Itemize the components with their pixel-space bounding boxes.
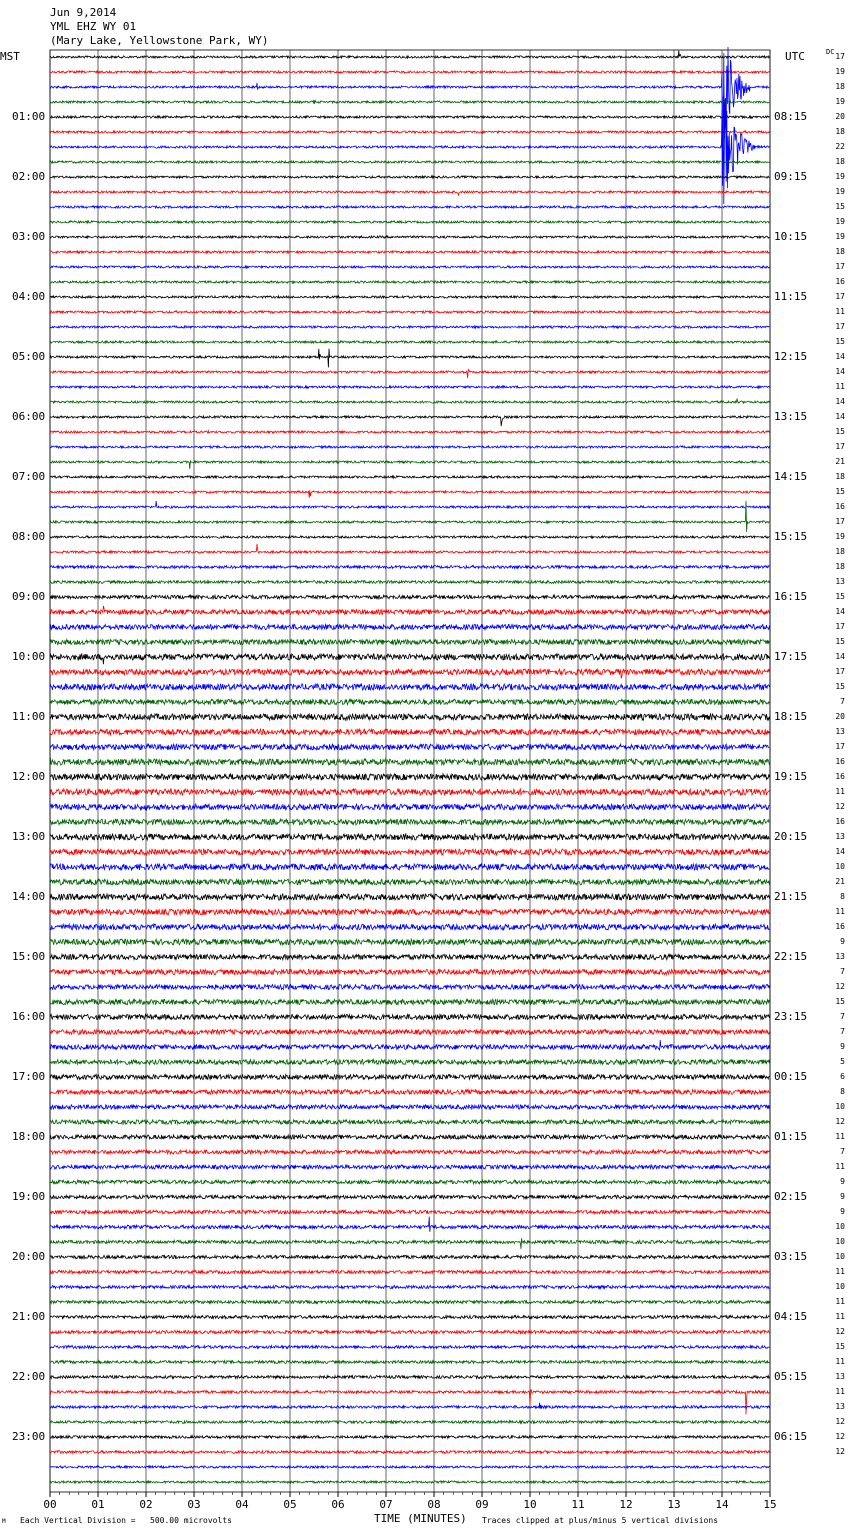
dc-offset-label: 14 (835, 352, 845, 361)
dc-offset-label: 15 (835, 202, 845, 211)
trace-line (50, 1195, 769, 1199)
trace-line (50, 544, 769, 553)
trace-line (50, 386, 769, 388)
x-tick-label: 05 (283, 1498, 297, 1511)
trace-line (50, 1135, 769, 1139)
right-timezone-label: UTC (785, 50, 805, 63)
trace-line (50, 281, 769, 283)
trace-line (50, 1316, 769, 1319)
dc-offset-label: 15 (835, 337, 845, 346)
trace-line (50, 999, 769, 1004)
trace-line (50, 431, 769, 433)
trace-line (50, 669, 769, 678)
dc-offset-label: 11 (835, 1297, 845, 1306)
x-tick-label: 08 (427, 1498, 441, 1511)
trace-line (50, 985, 769, 990)
mst-hour-label: 18:00 (12, 1130, 46, 1143)
trace-line (50, 1210, 769, 1214)
x-tick-label: 04 (235, 1498, 249, 1511)
dc-offset-label: 11 (835, 1162, 845, 1171)
mst-hour-label: 15:00 (12, 950, 46, 963)
utc-hour-label: 00:15 (774, 1070, 808, 1083)
dc-offset-label: 11 (835, 1387, 845, 1396)
dc-offset-label: 13 (835, 952, 845, 961)
trace-line (50, 699, 769, 704)
dc-offset-label: 20 (835, 712, 845, 721)
trace-line (50, 1403, 769, 1409)
trace-line (50, 1255, 769, 1258)
trace-line (50, 879, 769, 885)
trace-line (50, 1331, 769, 1334)
x-tick-label: 12 (619, 1498, 633, 1511)
utc-hour-label: 23:15 (774, 1010, 808, 1023)
dc-offset-label: 15 (835, 682, 845, 691)
dc-offset-label: 10 (835, 1282, 845, 1291)
utc-hour-label: 01:15 (774, 1130, 808, 1143)
station-label: YML EHZ WY 01 (50, 20, 137, 33)
minute-grid (50, 50, 770, 1492)
dc-offset-label: 14 (835, 397, 845, 406)
trace-line (50, 1451, 769, 1454)
trace-line (50, 1120, 769, 1124)
dc-offset-label: 13 (835, 832, 845, 841)
trace-line (50, 759, 769, 765)
trace-line (50, 71, 769, 73)
dc-offset-label: 6 (840, 1072, 845, 1081)
trace-line (50, 266, 769, 268)
trace-line (50, 1150, 769, 1154)
dc-offset-label: 15 (835, 997, 845, 1006)
trace-line (50, 1346, 769, 1349)
trace-line (50, 624, 769, 629)
utc-hour-label: 17:15 (774, 650, 808, 663)
trace-line (50, 116, 769, 118)
trace-line (50, 326, 769, 328)
trace-line (50, 176, 769, 178)
trace-line (50, 1286, 769, 1289)
mst-hour-label: 17:00 (12, 1070, 46, 1083)
dc-offset-label: 17 (835, 322, 845, 331)
trace-line (50, 311, 769, 313)
trace-line (50, 206, 769, 208)
utc-hour-label: 21:15 (774, 890, 808, 903)
trace-line (50, 236, 769, 238)
trace-line (50, 684, 769, 690)
trace-line (50, 399, 769, 404)
utc-hour-label: 04:15 (774, 1310, 808, 1323)
dc-offset-label: 7 (840, 1012, 845, 1021)
trace-line (50, 416, 769, 426)
dc-offset-label: 10 (835, 1102, 845, 1111)
trace-line (50, 461, 769, 469)
x-tick-label: 02 (139, 1498, 153, 1511)
x-tick-label: 06 (331, 1498, 345, 1511)
trace-line (50, 1466, 769, 1468)
x-tick-label: 01 (91, 1498, 105, 1511)
dc-offset-label: 17 (835, 667, 845, 676)
trace-line (50, 744, 769, 750)
dc-offset-label: 19 (835, 217, 845, 226)
mst-hour-label: 14:00 (12, 890, 46, 903)
utc-hour-label: 09:15 (774, 170, 808, 183)
trace-line (50, 341, 769, 343)
trace-line (50, 100, 769, 104)
trace-line (50, 1376, 769, 1379)
dc-offset-label: 12 (835, 982, 845, 991)
dc-offset-label: 21 (835, 877, 845, 886)
utc-hour-label: 22:15 (774, 950, 808, 963)
dc-offset-label: 15 (835, 637, 845, 646)
dc-offset-label: 15 (835, 592, 845, 601)
trace-line (50, 639, 769, 644)
dc-offset-label: 12 (835, 1417, 845, 1426)
trace-line (50, 714, 769, 720)
mst-hour-label: 08:00 (12, 530, 46, 543)
trace-line (50, 954, 769, 959)
dc-offset-label: 16 (835, 817, 845, 826)
trace-line (50, 97, 769, 205)
dc-offset-label: 18 (835, 472, 845, 481)
dc-offset-label: 7 (840, 1147, 845, 1156)
dc-offset-label: 15 (835, 1342, 845, 1351)
trace-line (50, 490, 769, 498)
dc-offset-label: 22 (835, 142, 845, 151)
dc-offset-label: 14 (835, 412, 845, 421)
dc-offset-label: 17 (835, 742, 845, 751)
dc-offset-label: 17 (835, 442, 845, 451)
dc-offset-label: 12 (835, 802, 845, 811)
mst-hour-label: 02:00 (12, 170, 46, 183)
dc-offset-label: 19 (835, 532, 845, 541)
mst-hour-label: 04:00 (12, 290, 46, 303)
trace-line (50, 969, 769, 974)
trace-line (50, 924, 769, 930)
trace-line (50, 804, 769, 810)
trace-line (50, 476, 769, 478)
trace-line (50, 1040, 769, 1050)
dc-offset-label: 12 (835, 1432, 845, 1441)
trace-line (50, 819, 769, 825)
dc-offset-label: 10 (835, 1222, 845, 1231)
dc-offset-label: 5 (840, 1057, 845, 1066)
x-tick-label: 00 (43, 1498, 57, 1511)
utc-hour-label: 15:15 (774, 530, 808, 543)
dc-offset-label: 16 (835, 922, 845, 931)
mst-hour-label: 23:00 (12, 1430, 46, 1443)
dc-offset-label: 8 (840, 892, 845, 901)
dc-offset-label: 19 (835, 187, 845, 196)
trace-line (50, 446, 769, 448)
location-label: (Mary Lake, Yellowstone Park, WY) (50, 34, 269, 47)
mst-hour-label: 19:00 (12, 1190, 46, 1203)
trace-line (50, 939, 769, 945)
x-tick-label: 09 (475, 1498, 489, 1511)
trace-line (50, 161, 769, 163)
trace-line (50, 536, 769, 538)
dc-offset-label: 19 (835, 67, 845, 76)
utc-hour-label: 19:15 (774, 770, 808, 783)
trace-line (50, 1217, 769, 1232)
dc-offset-label: 9 (840, 1177, 845, 1186)
dc-offset-label: 11 (835, 1312, 845, 1321)
seismic-traces (50, 47, 769, 1483)
trace-line (50, 566, 769, 569)
x-tick-label: 14 (715, 1498, 729, 1511)
dc-offset-label: 17 (835, 292, 845, 301)
dc-offset-label: 14 (835, 367, 845, 376)
dc-offset-label: 19 (835, 97, 845, 106)
dc-offset-label: 12 (835, 1327, 845, 1336)
dc-offset-label: 13 (835, 1402, 845, 1411)
mst-hour-label: 22:00 (12, 1370, 46, 1383)
dc-offset-label: 14 (835, 652, 845, 661)
trace-line (50, 1361, 769, 1364)
dc-offset-label: 16 (835, 277, 845, 286)
utc-hour-label: 18:15 (774, 710, 808, 723)
dc-offset-label: 16 (835, 502, 845, 511)
dc-offset-label: 9 (840, 1207, 845, 1216)
mst-hour-label: 10:00 (12, 650, 46, 663)
utc-hour-label: 05:15 (774, 1370, 808, 1383)
trace-line (50, 1238, 769, 1249)
dc-offset-label: 18 (835, 547, 845, 556)
trace-line (50, 221, 769, 223)
trace-line (50, 369, 769, 378)
mst-hour-label: 20:00 (12, 1250, 46, 1263)
dc-offset-label: 14 (835, 607, 845, 616)
utc-hour-label: 06:15 (774, 1430, 808, 1443)
mst-hour-label: 07:00 (12, 470, 46, 483)
utc-hour-label: 11:15 (774, 290, 808, 303)
dc-offset-label: 10 (835, 862, 845, 871)
plot-frame (50, 50, 770, 1492)
trace-line (50, 864, 769, 870)
dc-offset-label: 21 (835, 457, 845, 466)
trace-line (50, 654, 769, 664)
dc-offset-label: 13 (835, 577, 845, 586)
mst-hour-label: 09:00 (12, 590, 46, 603)
date-label: Jun 9,2014 (50, 6, 117, 19)
utc-hour-label: 02:15 (774, 1190, 808, 1203)
trace-line (50, 1481, 769, 1483)
trace-line (50, 1075, 769, 1080)
mst-hour-label: 12:00 (12, 770, 46, 783)
x-axis-title: TIME (MINUTES) (374, 1512, 467, 1525)
x-tick-label: 10 (523, 1498, 537, 1511)
dc-offset-label: 20 (835, 112, 845, 121)
trace-line (50, 1389, 769, 1414)
utc-hour-label: 08:15 (774, 110, 808, 123)
trace-line (50, 774, 769, 780)
dc-offset-label: 18 (835, 562, 845, 571)
x-tick-label: 15 (763, 1498, 777, 1511)
dc-offset-label: 7 (840, 967, 845, 976)
trace-line (50, 501, 769, 508)
dc-offset-label: 18 (835, 157, 845, 166)
dc-offset-label: 7 (840, 697, 845, 706)
trace-line (50, 1436, 769, 1439)
utc-hour-label: 14:15 (774, 470, 808, 483)
trace-line (50, 1105, 769, 1109)
dc-offset-label: 11 (835, 1132, 845, 1141)
mst-hour-label: 03:00 (12, 230, 46, 243)
trace-line (50, 849, 769, 855)
dc-offset-label: 19 (835, 232, 845, 241)
trace-line (50, 501, 769, 532)
dc-offset-label: 13 (835, 1372, 845, 1381)
left-timezone-label: MST (0, 50, 20, 63)
dc-offset-label: 17 (835, 262, 845, 271)
trace-line (50, 1301, 769, 1304)
trace-line (50, 834, 769, 840)
dc-offset-label: 11 (835, 1267, 845, 1276)
trace-line (50, 729, 769, 735)
mst-hour-label: 13:00 (12, 830, 46, 843)
mst-hour-label: 01:00 (12, 110, 46, 123)
dc-offset-label: 15 (835, 427, 845, 436)
x-tick-label: 11 (571, 1498, 585, 1511)
utc-hour-label: 16:15 (774, 590, 808, 603)
utc-hour-label: 12:15 (774, 350, 808, 363)
mst-hour-label: 05:00 (12, 350, 46, 363)
dc-offset-label: 12 (835, 1447, 845, 1456)
trace-line (50, 606, 769, 615)
dc-offset-label: 9 (840, 1192, 845, 1201)
trace-line (50, 1271, 769, 1274)
dc-offset-label: 7 (840, 1027, 845, 1036)
dc-offset-label: 17 (835, 622, 845, 631)
dc-offset-label: 16 (835, 757, 845, 766)
mst-hour-label: 21:00 (12, 1310, 46, 1323)
dc-offset-label: 11 (835, 1357, 845, 1366)
x-tick-label: 07 (379, 1498, 393, 1511)
trace-line (50, 595, 769, 599)
trace-line (50, 51, 769, 58)
dc-offset-label: 17 (835, 52, 845, 61)
trace-line (50, 191, 769, 195)
trace-line (50, 1180, 769, 1184)
dc-offset-label: 11 (835, 382, 845, 391)
dc-offset-label: 18 (835, 127, 845, 136)
x-tick-label: 03 (187, 1498, 201, 1511)
mst-hour-label: 11:00 (12, 710, 46, 723)
dc-offset-label: 17 (835, 517, 845, 526)
utc-hour-label: 20:15 (774, 830, 808, 843)
dc-offset-label: 15 (835, 487, 845, 496)
trace-line (50, 1060, 769, 1065)
scale-note: Each Vertical Division = 500.00 microvolts (20, 1516, 232, 1525)
dc-offset-label: 10 (835, 1237, 845, 1246)
trace-line (50, 1014, 769, 1019)
trace-line (50, 296, 769, 298)
dc-offset-label: 9 (840, 1042, 845, 1051)
dc-offset-label: 12 (835, 1117, 845, 1126)
dc-offset-label: 18 (835, 247, 845, 256)
dc-offset-label: 10 (835, 1252, 845, 1261)
utc-hour-label: 10:15 (774, 230, 808, 243)
utc-hour-label: 13:15 (774, 410, 808, 423)
trace-line (50, 789, 769, 795)
dc-header: DC (826, 48, 835, 56)
mst-hour-label: 16:00 (12, 1010, 46, 1023)
corner-mark: M (2, 1518, 6, 1525)
dc-offset-label: 14 (835, 847, 845, 856)
x-tick-label: 13 (667, 1498, 681, 1511)
x-axis-ticks (43, 1492, 776, 1511)
dc-offset-label: 11 (835, 307, 845, 316)
trace-line (50, 131, 769, 133)
trace-line (50, 349, 769, 368)
trace-line (50, 251, 769, 253)
utc-hour-label: 03:15 (774, 1250, 808, 1263)
dc-offset-label: 18 (835, 82, 845, 91)
trace-line (50, 909, 769, 915)
trace-line (50, 1421, 769, 1424)
dc-offset-label: 16 (835, 772, 845, 781)
clip-note: Traces clipped at plus/minus 5 vertical divisions (482, 1516, 719, 1525)
dc-offset-label: 11 (835, 787, 845, 796)
trace-line (50, 581, 769, 584)
dc-offset-label: 19 (835, 172, 845, 181)
trace-line (50, 1090, 769, 1095)
dc-offset-label: 13 (835, 727, 845, 736)
mst-hour-label: 06:00 (12, 410, 46, 423)
trace-line (50, 1030, 769, 1035)
trace-line (50, 1165, 769, 1169)
dc-offset-label: 8 (840, 1087, 845, 1096)
dc-offset-label: 9 (840, 937, 845, 946)
trace-line (50, 894, 769, 900)
dc-offset-label: 11 (835, 907, 845, 916)
